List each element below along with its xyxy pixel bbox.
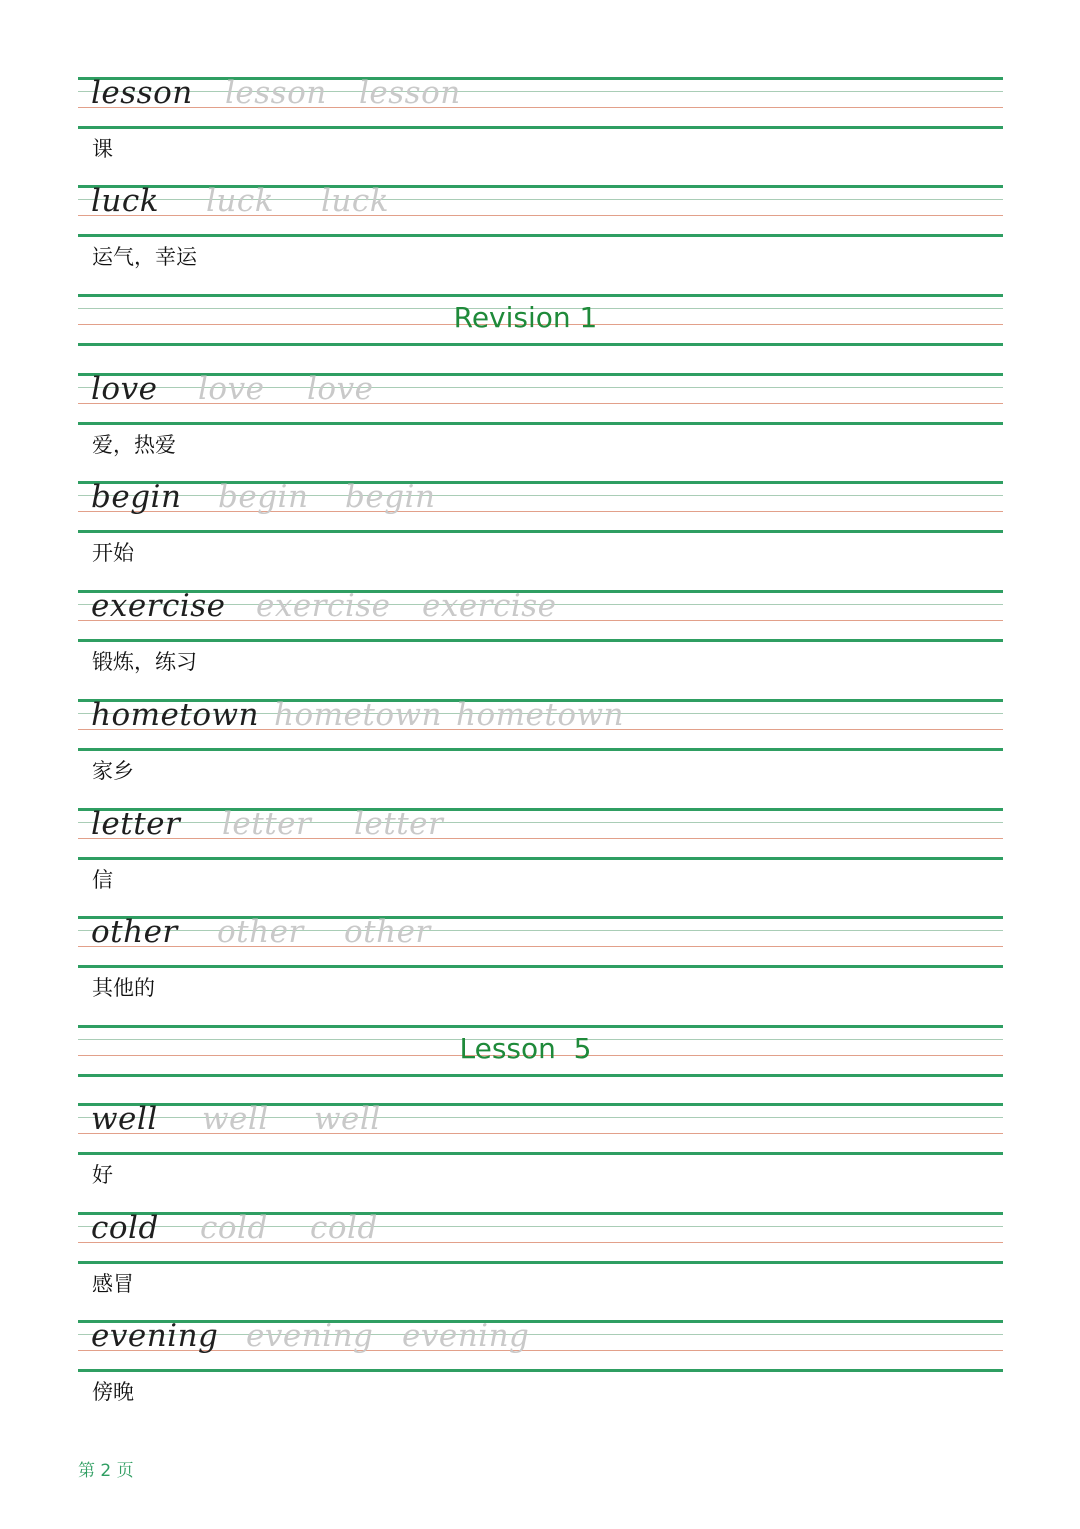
trace-word: lesson [359,75,461,111]
vocab-word: letter [91,806,181,842]
trace-word: well [314,1101,381,1137]
writing-staff [78,1212,1003,1264]
trace-word: begin [218,479,309,515]
writing-staff [78,590,1003,642]
writing-staff [78,1320,1003,1372]
writing-staff [78,481,1003,533]
vocab-word: hometown [91,697,259,733]
trace-word: luck [206,183,275,219]
writing-staff [78,373,1003,425]
word-meaning: 运气，幸运 [92,245,197,269]
section-heading [78,298,1003,338]
writing-staff [78,1103,1003,1155]
section-title: Revision 1 [453,301,598,334]
section-heading [78,1029,1003,1069]
vocab-word: well [91,1101,158,1137]
word-meaning: 开始 [92,541,134,565]
word-meaning: 家乡 [92,759,134,783]
trace-word: well [202,1101,269,1137]
word-meaning: 爱，热爱 [92,433,176,457]
trace-word: lesson [225,75,327,111]
section-title: Lesson 5 [459,1032,592,1065]
word-meaning: 傍晚 [92,1380,134,1404]
writing-staff [78,916,1003,968]
writing-staff [78,808,1003,860]
word-meaning: 信 [92,868,113,892]
vocab-word: cold [91,1210,159,1246]
trace-word: hometown [456,697,624,733]
trace-word: hometown [274,697,442,733]
vocab-word: begin [91,479,182,515]
trace-word: begin [345,479,436,515]
trace-word: cold [310,1210,378,1246]
word-meaning: 其他的 [92,976,155,1000]
trace-word: other [344,914,431,950]
vocab-word: evening [91,1318,219,1354]
word-meaning: 感冒 [92,1272,134,1296]
vocab-word: other [91,914,178,950]
trace-word: luck [321,183,390,219]
trace-word: cold [200,1210,268,1246]
word-meaning: 课 [92,137,113,161]
trace-word: exercise [422,588,557,624]
writing-staff [78,77,1003,129]
vocab-word: luck [91,183,160,219]
word-meaning: 锻炼，练习 [92,650,197,674]
trace-word: love [307,371,374,407]
vocab-word: lesson [91,75,193,111]
trace-word: love [198,371,265,407]
vocab-word: exercise [91,588,226,624]
trace-word: exercise [256,588,391,624]
trace-word: evening [246,1318,374,1354]
writing-staff [78,699,1003,751]
trace-word: other [217,914,304,950]
word-meaning: 好 [92,1163,113,1187]
trace-word: letter [354,806,444,842]
trace-word: evening [402,1318,530,1354]
trace-word: letter [222,806,312,842]
writing-staff [78,185,1003,237]
page-number: 第 2 页 [78,1461,134,1481]
vocab-word: love [91,371,158,407]
